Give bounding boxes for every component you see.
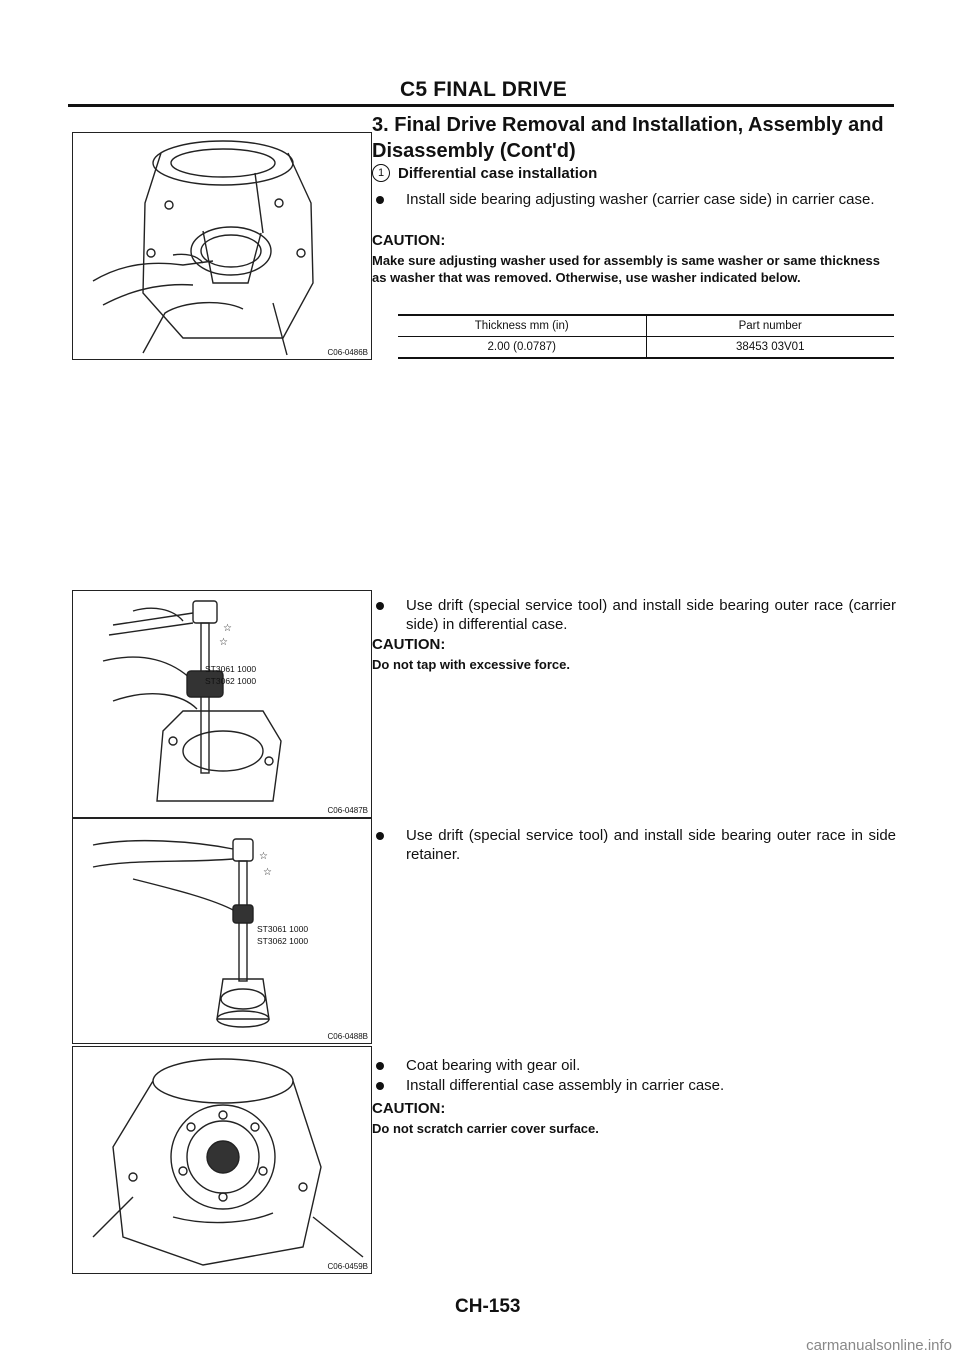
tool-label-2: ST3062 1000 <box>205 676 257 686</box>
step1-title <box>372 164 597 182</box>
svg-text:☆: ☆ <box>259 851 268 862</box>
page-number: CH-153 <box>455 1296 521 1317</box>
step3-bullet <box>372 826 896 864</box>
bullet-icon <box>376 1062 384 1070</box>
figure-washer-install <box>72 132 372 360</box>
bullet-icon <box>376 832 384 840</box>
step2-caution-text: Do not tap with excessive force. <box>372 657 570 672</box>
step4-bullet-1-text: Coat bearing with gear oil. <box>406 1057 581 1074</box>
page-header-title: C5 FINAL DRIVE <box>400 78 567 101</box>
differential-assembly-illustration <box>73 1047 371 1273</box>
table-cell-thickness: 2.00 (0.0787) <box>398 337 646 359</box>
figure-drift-side-retainer <box>72 818 372 1044</box>
tool-label-list <box>257 923 308 947</box>
svg-text:☆: ☆ <box>219 637 228 648</box>
step2-bullet-text: Use drift (special service tool) and install side bearing outer race (carrier side) in differential case. <box>406 597 896 633</box>
circled-number-icon: 1 <box>372 164 390 182</box>
tool-label-1: ST3061 1000 <box>257 924 309 934</box>
table-header-part-number: Part number <box>738 320 802 332</box>
step4-caution-text: Do not scratch carrier cover surface. <box>372 1121 599 1136</box>
step1-title-text: Differential case installation <box>398 164 598 182</box>
step1-bullet-text: Install side bearing adjusting washer (carrier case side) in carrier case. <box>406 191 875 208</box>
figure-id: C06-0488B <box>327 1032 368 1041</box>
tool-label-2: ST3062 1000 <box>257 936 309 946</box>
drift-retainer-illustration <box>73 819 371 1043</box>
washer-spec-table <box>398 314 894 359</box>
table-cell-part-number: 38453 03V01 <box>736 341 805 353</box>
svg-text:☆: ☆ <box>223 623 232 634</box>
step4-bullet-1 <box>372 1056 896 1075</box>
bullet-icon <box>376 602 384 610</box>
step4-bullet-2-text: Install differential case assembly in carrier case. <box>406 1077 725 1094</box>
bullet-icon <box>376 196 384 204</box>
header-rule <box>68 104 894 107</box>
table-header-thickness: Thickness mm (in) <box>398 315 646 337</box>
step4-caution-label: CAUTION: <box>372 1100 446 1117</box>
tool-label-1: ST3061 1000 <box>205 664 257 674</box>
figure-id: C06-0459B <box>327 1262 368 1271</box>
tool-label-list <box>205 663 256 687</box>
step2-caution-label: CAUTION: <box>372 636 446 653</box>
step3-bullet-text: Use drift (special service tool) and install side bearing outer race in side retainer. <box>406 827 896 863</box>
step4-bullet-2 <box>372 1076 896 1095</box>
step1-caution-text: Make sure adjusting washer used for assembly is same washer or same thickness as washer that was removed. Otherwise, use washer indicated below. <box>372 253 880 285</box>
svg-text:☆: ☆ <box>263 867 272 878</box>
figure-id: C06-0486B <box>327 348 368 357</box>
drift-case-illustration <box>73 591 371 817</box>
step2-bullet <box>372 596 896 634</box>
bullet-icon <box>376 1082 384 1090</box>
figure-drift-differential-case <box>72 590 372 818</box>
figure-differential-assembly <box>72 1046 372 1274</box>
section-title: 3. Final Drive Removal and Installation, Assembly and Disassembly (Cont'd) <box>372 114 884 162</box>
figure-id: C06-0487B <box>327 806 368 815</box>
step1-bullet <box>372 190 896 209</box>
watermark: carmanualsonline.info <box>806 1337 952 1354</box>
step1-caution-label: CAUTION: <box>372 232 446 249</box>
washer-install-illustration <box>73 133 371 359</box>
